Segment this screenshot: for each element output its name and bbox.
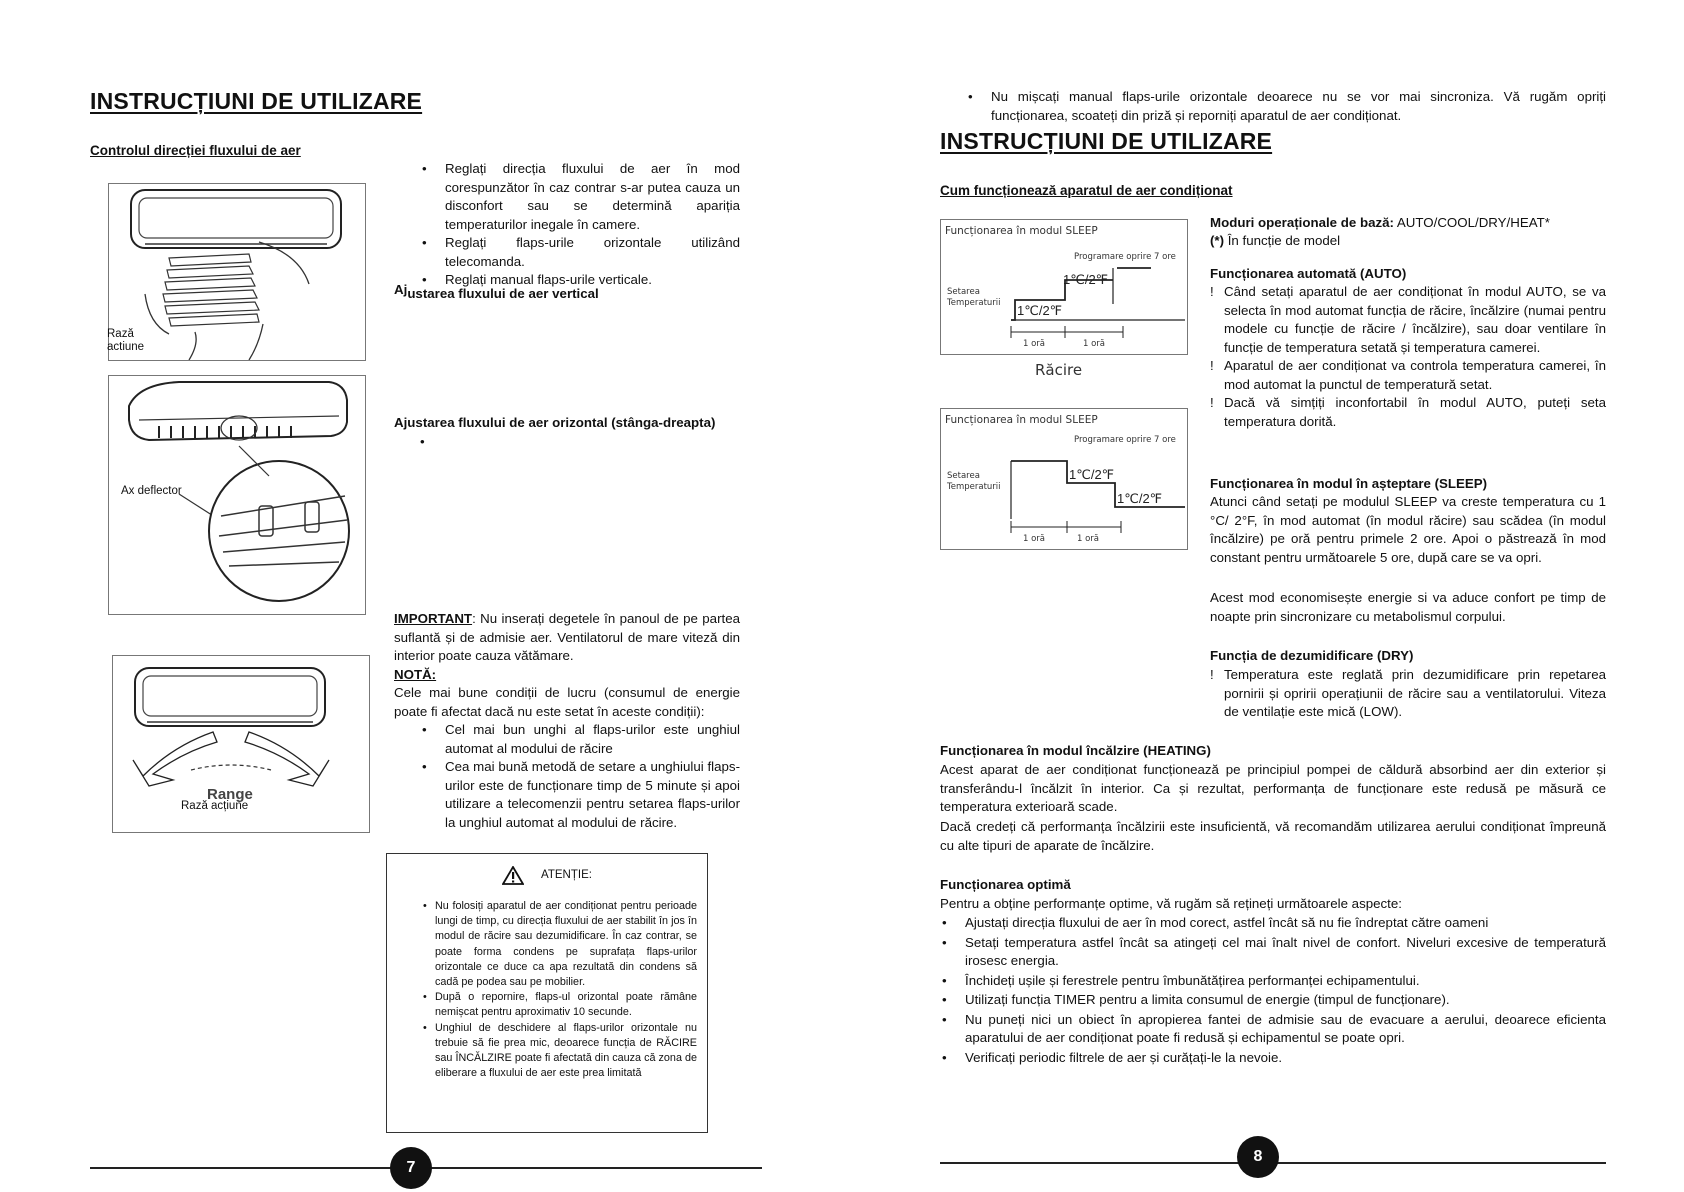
list-item: • După o repornire, flaps-ul orizontal poate rămâne nemișcat pentru aproximativ 10 secunde. xyxy=(397,990,697,1020)
list-item: • Setați temperatura astfel încât sa atingeți cel mai înalt nivel de confort. Niveluri excesive de temperatură irosesc energia. xyxy=(940,934,1606,971)
modes-label: Moduri operaționale de bază: xyxy=(1210,215,1394,230)
dry-heading: Funcția de dezumidificare (DRY) xyxy=(1210,648,1414,663)
nota-text: Cele mai bune condiții de lucru (consumul de energie poate fi afectat dacă nu este setat în aceste condiții): xyxy=(394,685,740,719)
list-item: • Cea mai bună metodă de setare a unghiului flaps-urilor este de funcționare timp de 5 minute și apoi utilizare a telecomenzii pentru setarea flaps-urilor la unghiul automat al modului de răcire. xyxy=(420,758,740,832)
figure-vertical-airflow xyxy=(108,183,366,361)
chart-caption: Răcire xyxy=(1035,361,1083,379)
modes-note-label: (*) xyxy=(1210,233,1225,248)
modes-note xyxy=(1210,232,1606,251)
chart-title: Funcționarea în modul SLEEP xyxy=(945,414,1098,426)
warning-title: ATENȚIE: xyxy=(541,868,592,881)
list-item: • Verificați periodic filtrele de aer și curățați-le la nevoie. xyxy=(940,1049,1606,1068)
chart-ylabel: Temperaturii xyxy=(947,482,1001,492)
right-page-title: INSTRUCȚIUNI DE UTILIZARE xyxy=(940,128,1273,154)
warning-header xyxy=(397,866,697,885)
range-label: Rază actiune xyxy=(107,328,145,353)
sleep-chart-heating xyxy=(940,408,1188,550)
list-item: • Nu puneți nici un obiect în apropierea fantei de admisie sau de evacuare a aerului, deoarece eficienta aparatului de aer condiționat poate fi redusă și echipamentul se poate opri. xyxy=(940,1011,1606,1048)
chart-program: Programare oprire 7 ore xyxy=(1074,252,1176,262)
optimal-heading: Funcționarea optimă xyxy=(940,877,1071,892)
figure-range xyxy=(112,655,370,833)
list-item: • Nu folosiți aparatul de aer condiționat pentru perioade lungi de timp, cu direcția fluxului de aer stabilit în jos în modul de răcire sau dezumidificare. În caz contrar, se poate forma condens pe suprafața flaps-urilor orizontale ce duce ca apa rezultată din condens să cadă pe podea sau pe mobilier. xyxy=(397,899,697,990)
list-item: ! Temperatura este reglată prin dezumidificare prin repetarea pornirii și opririi operațiunii de răcire sau a ventilatorului. Viteza de ventilație este mică (LOW). xyxy=(1210,666,1606,722)
warning-list xyxy=(397,899,697,1081)
tick-label: 1 oră xyxy=(1077,534,1100,544)
heating-paragraph: Acest aparat de aer condiționat funcționează pe principiul pompei de căldură absorbind aer din exterior și transferându-l încălzit în interior. Ca și rezultat, performanța de funcționare este redusă pe măsură ce temperatura exterioară scade. xyxy=(940,762,1606,814)
sleep-paragraph-2: Acest mod economisește energie si va aduce confort pe timp de noapte prin sincronizare cu metabolismul corpului. xyxy=(1210,590,1606,624)
list-item: • Reglați manual flaps-urile verticale. xyxy=(420,271,740,290)
important-label: IMPORTANT xyxy=(394,611,473,626)
sleep-paragraph: Atunci când setați pe modulul SLEEP va creste temperatura cu 1 °C/ 2°F, în mod automat (în modul răcire) sau scădea (în modul încălzire) pe oră pentru primele 2 ore. Apoi o păstrează în mod constant pentru următoarele 5 ore, după care se va opri. xyxy=(1210,494,1606,565)
dry-list xyxy=(1210,666,1606,722)
horizontal-airflow-heading: Ajustarea fluxului de aer orizontal (stânga-dreapta) xyxy=(394,415,716,430)
heating-heading: Funcționarea în modul încălzire (HEATING) xyxy=(940,743,1211,758)
right-subtitle: Cum funcționează aparatul de aer condiționat xyxy=(940,183,1233,198)
sleep-chart-cooling xyxy=(940,219,1188,355)
range-word: Range xyxy=(207,786,253,803)
list-item: • Unghiul de deschidere al flaps-urilor orizontale nu trebuie să fie prea mic, deoarece funcția de RĂCIRE sau ÎNCĂLZIRE poate fi afectată din cauza că zona de eliberare a fluxului de aer este prea limitată xyxy=(397,1021,697,1082)
chart-ylabel: Setarea xyxy=(947,287,980,297)
tick-label: 1 oră xyxy=(1023,339,1046,349)
list-item: ! Când setați aparatul de aer condiționat în modul AUTO, se va selecta în mod automat funcția de răcire, încălzire (numai pentru modele cu funcție de răcire / încălzire), sau doar ventilare în funcție de temperatura setată și temperatura camerei. xyxy=(1210,283,1606,357)
step-label: 1℃/2℉ xyxy=(1063,272,1109,287)
list-item: • Utilizați funcția TIMER pentru a limita consumul de energie (timpul de funcționare). xyxy=(940,991,1606,1010)
list-item: • Reglați flaps-urile orizontale utilizând telecomanda. xyxy=(420,234,740,271)
auto-heading: Funcționarea automată (AUTO) xyxy=(1210,266,1407,281)
list-item: • Reglați direcția fluxului de aer în mod corespunzător în caz contrar s-ar putea cauza un disconfort sau se determină apariția temperaturilor inegale în camere. xyxy=(420,160,740,234)
tick-label: 1 oră xyxy=(1083,339,1106,349)
heading-prefix: Aj xyxy=(394,282,408,297)
optimal-list xyxy=(940,914,1606,1067)
list-item: • Ajustați direcția fluxului de aer în mod corect, astfel încât să nu fie îndreptat către oameni xyxy=(940,914,1606,933)
warning-box xyxy=(386,853,708,1133)
chart-program: Programare oprire 7 ore xyxy=(1074,435,1176,445)
important-paragraph xyxy=(394,610,740,666)
heading-rest: ustarea fluxului de aer vertical xyxy=(407,286,599,301)
vertical-airflow-heading xyxy=(394,282,599,301)
left-subtitle: Controlul direcției fluxului de aer xyxy=(90,143,301,158)
chart-title: Funcționarea în modul SLEEP xyxy=(945,225,1098,237)
figure-horizontal-airflow xyxy=(108,375,366,615)
nota-label: NOTĂ: xyxy=(394,667,437,682)
airflow-bullets xyxy=(420,160,740,290)
optimal-intro: Pentru a obține performanțe optime, vă rugăm să rețineți următoarele aspecte: xyxy=(940,896,1402,911)
sleep-chart-cooling-svg xyxy=(941,220,1187,354)
list-item: • Închideți ușile și ferestrele pentru îmbunătățirea performanței echipamentului. xyxy=(940,972,1606,991)
empty-bullet: • xyxy=(420,434,425,449)
modes-note-text: În funcție de model xyxy=(1224,233,1341,248)
range-label-ro: Rază acțiune xyxy=(181,800,249,812)
tick-label: 1 oră xyxy=(1023,534,1046,544)
warning-icon xyxy=(502,866,524,885)
step-label: 1℃/2℉ xyxy=(1017,303,1063,318)
deflector-label: Ax deflector xyxy=(121,485,182,497)
top-warning-bullet xyxy=(966,88,1606,125)
list-item: • Cel mai bun unghi al flaps-urilor este unghiul automat al modului de răcire xyxy=(420,721,740,758)
left-page-number: 7 xyxy=(390,1147,432,1189)
step-label: 1℃/2℉ xyxy=(1117,491,1163,506)
sleep-chart-heating-svg xyxy=(941,409,1187,549)
left-page-title: INSTRUCȚIUNI DE UTILIZARE xyxy=(90,88,423,114)
list-item: • Nu mișcați manual flaps-urile orizontale deoarece nu se vor mai sincroniza. Vă rugăm opriți funcționarea, scoateți din priză și reporniți aparatul de aer condiționat. xyxy=(966,88,1606,125)
right-page-number: 8 xyxy=(1237,1136,1279,1178)
sleep-heading: Funcționarea în modul în așteptare (SLEEP) xyxy=(1210,476,1488,491)
important-text: : Nu inserați degetele în panoul de pe partea suflantă și de admisie aer. Ventilatorul de mare viteză din interior poate cauza vătămare. xyxy=(394,611,740,663)
list-item: ! Aparatul de aer condiționat va controla temperatura camerei, în mod automat la punctul de temperatură setat. xyxy=(1210,357,1606,394)
heating-paragraph-2: Dacă credeți că performanța încălzirii este insuficientă, vă recomandăm utilizarea aerului condiționat împreună cu alte tipuri de aparate de încălzire. xyxy=(940,819,1606,853)
modes-value: AUTO/COOL/DRY/HEAT* xyxy=(1393,215,1550,230)
list-item: ! Dacă vă simțiți inconfortabil în modul AUTO, puteți seta temperatura dorită. xyxy=(1210,394,1606,431)
chart-ylabel: Temperaturii xyxy=(947,298,1001,308)
chart-ylabel: Setarea xyxy=(947,471,980,481)
step-label: 1℃/2℉ xyxy=(1069,467,1115,482)
nota-bullets xyxy=(420,721,740,832)
auto-list xyxy=(1210,283,1606,431)
modes-line xyxy=(1210,214,1606,233)
